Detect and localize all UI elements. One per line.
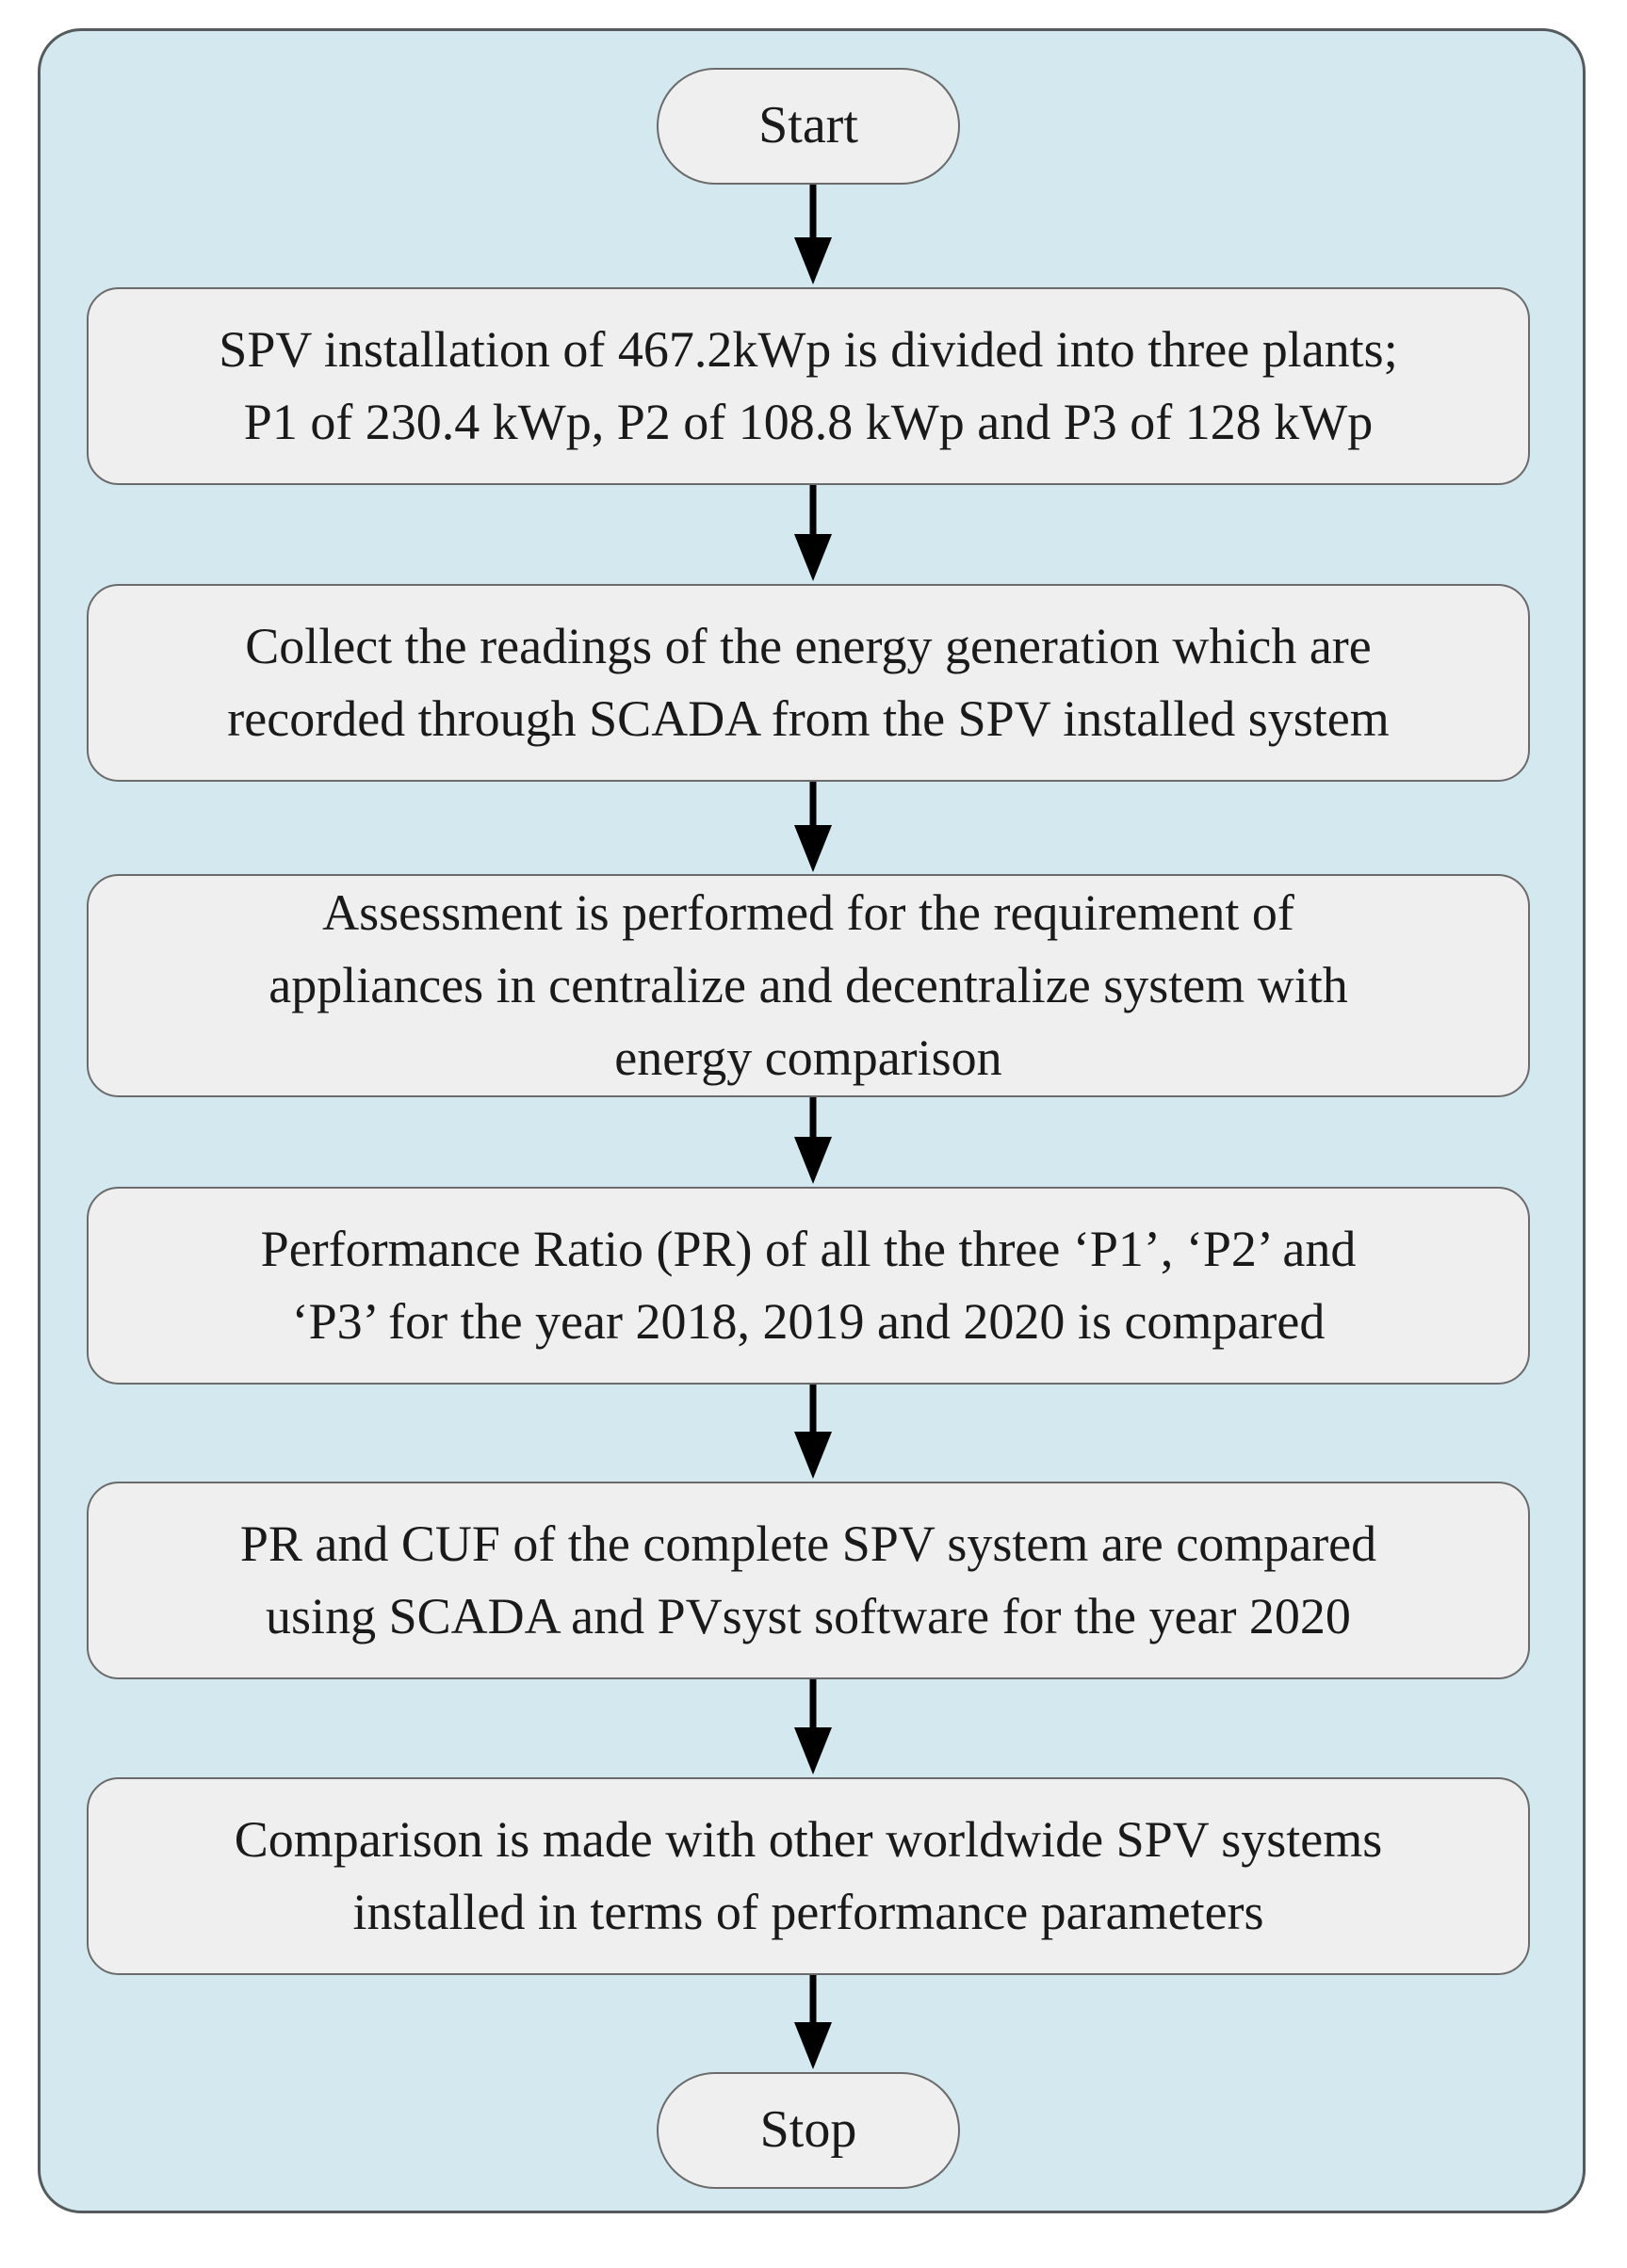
- process-step-4: [87, 1187, 1530, 1385]
- process-step-3-line-1: Assessment is performed for the requirement of: [322, 884, 1294, 942]
- process-step-3: [87, 874, 1530, 1097]
- process-step-6-line-2: installed in terms of performance parameters: [352, 1884, 1264, 1940]
- stop-label: Stop: [759, 2100, 857, 2160]
- start-label: Start: [758, 96, 858, 155]
- process-step-1-line-2: P1 of 230.4 kWp, P2 of 108.8 kWp and P3 of 128 kWp: [243, 394, 1374, 450]
- process-step-4-line-2: ‘P3’ for the year 2018, 2019 and 2020 is compared: [291, 1293, 1326, 1350]
- process-step-2: [87, 584, 1530, 782]
- stop-node: [657, 2072, 960, 2189]
- start-node: [657, 68, 960, 185]
- process-step-3-line-2: appliances in centralize and decentralize system with: [268, 957, 1348, 1014]
- arrow-step-4-to-step-5: [789, 1385, 837, 1482]
- arrow-step-3-to-step-4: [789, 1097, 837, 1187]
- process-step-4-line-1: Performance Ratio (PR) of all the three ‘P1’, ‘P2’ and: [260, 1221, 1357, 1278]
- arrow-step-6-to-stop: [789, 1975, 837, 2072]
- process-step-2-line-1: Collect the readings of the energy generation which are: [245, 618, 1372, 675]
- process-step-3-line-3: energy comparison: [614, 1029, 1002, 1086]
- process-step-2-line-2: recorded through SCADA from the SPV installed system: [227, 690, 1390, 747]
- process-step-1-line-1: SPV installation of 467.2kWp is divided into three plants;: [219, 321, 1398, 379]
- process-step-5-line-2: using SCADA and PVsyst software for the year 2020: [266, 1588, 1351, 1644]
- arrow-start-to-step-1: [789, 185, 837, 288]
- process-step-6-line-1: Comparison is made with other worldwide SPV systems: [234, 1811, 1383, 1869]
- arrow-step-5-to-step-6: [789, 1679, 837, 1777]
- process-step-5-line-1: PR and CUF of the complete SPV system are compared: [239, 1515, 1377, 1573]
- process-step-6: [87, 1777, 1530, 1975]
- arrow-step-1-to-step-2: [789, 485, 837, 584]
- process-step-1: [87, 287, 1530, 485]
- process-step-5: [87, 1482, 1530, 1679]
- arrow-step-2-to-step-3: [789, 782, 837, 874]
